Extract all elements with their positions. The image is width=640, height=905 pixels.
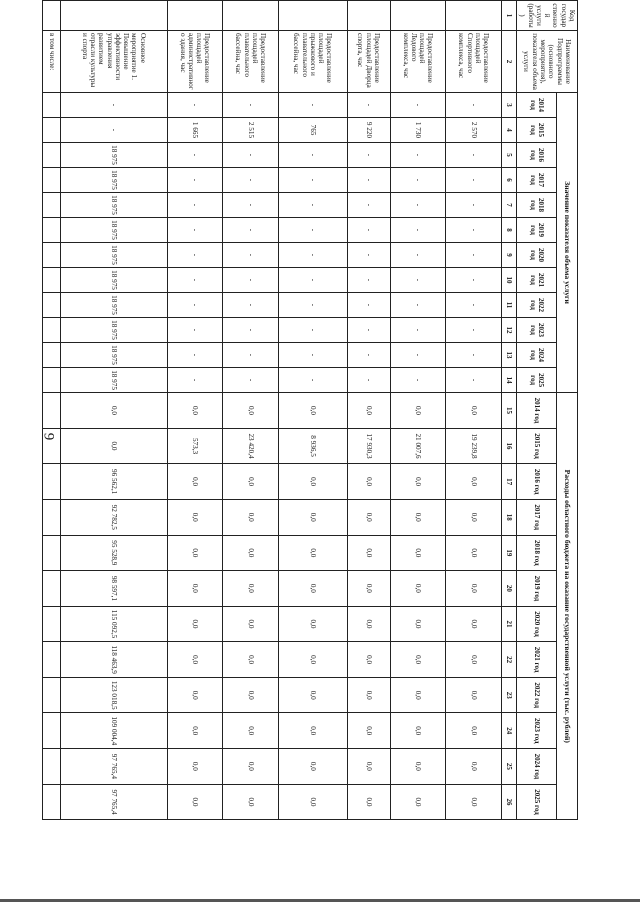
volume-year-header: 2025 год: [517, 368, 557, 393]
expense-value: 0,0: [390, 464, 446, 500]
expense-value: 0,0: [167, 571, 223, 607]
volume-value: -: [167, 93, 223, 118]
expense-value: 0,0: [347, 499, 390, 535]
row-code: [43, 1, 61, 31]
volume-value: 2 515: [223, 118, 279, 143]
expense-value: 0,0: [167, 677, 223, 713]
table-row: [446, 1, 502, 820]
column-number: 22: [502, 642, 517, 678]
volume-value: -: [446, 343, 502, 368]
header-code: Код государственной услуги (работы): [517, 1, 578, 31]
volume-value: -: [167, 343, 223, 368]
expense-value: 115 092,5: [60, 606, 167, 642]
expense-value: 0,0: [446, 606, 502, 642]
column-number: 18: [502, 499, 517, 535]
expense-value: 0,0: [167, 713, 223, 749]
volume-value: -: [390, 93, 446, 118]
expense-value: 0,0: [279, 535, 348, 571]
expense-value: 0,0: [223, 393, 279, 429]
expense-value: 0,0: [446, 535, 502, 571]
volume-value: -: [223, 293, 279, 318]
volume-value: 18 975: [60, 268, 167, 293]
column-number: 2: [502, 31, 517, 93]
expense-value: 96 562,1: [60, 464, 167, 500]
volume-value: -: [390, 168, 446, 193]
expense-value: 0,0: [60, 393, 167, 429]
column-number: 12: [502, 318, 517, 343]
volume-year-header: 2020 год: [517, 243, 557, 268]
volume-value: [43, 368, 61, 393]
expense-value: 0,0: [279, 677, 348, 713]
volume-value: -: [167, 143, 223, 168]
expense-value: 0,0: [279, 713, 348, 749]
volume-value: -: [279, 218, 348, 243]
volume-value: 18 975: [60, 218, 167, 243]
column-number: 21: [502, 606, 517, 642]
expense-value: 8 936,5: [279, 428, 348, 464]
expense-value: 92 782,5: [60, 499, 167, 535]
expense-value: 0,0: [446, 393, 502, 429]
expense-value: 0,0: [167, 606, 223, 642]
volume-year-header: 2022 год: [517, 293, 557, 318]
column-number: 1: [502, 1, 517, 31]
table-row: [279, 1, 348, 820]
volume-value: -: [279, 268, 348, 293]
column-number: 26: [502, 784, 517, 820]
expense-value: [43, 393, 61, 429]
expense-year-header: 2021 год: [517, 642, 557, 678]
column-number: 15: [502, 393, 517, 429]
expense-value: [43, 677, 61, 713]
volume-value: 18 975: [60, 193, 167, 218]
volume-value: -: [279, 318, 348, 343]
volume-value: -: [223, 268, 279, 293]
expense-value: 0,0: [167, 393, 223, 429]
expense-value: 0,0: [390, 713, 446, 749]
volume-value: -: [60, 118, 167, 143]
expense-value: 0,0: [223, 464, 279, 500]
volume-value: [43, 93, 61, 118]
volume-value: 9 220: [347, 118, 390, 143]
volume-value: -: [446, 268, 502, 293]
volume-value: -: [347, 143, 390, 168]
column-number: 17: [502, 464, 517, 500]
expense-value: 0,0: [347, 784, 390, 820]
expense-value: 0,0: [390, 642, 446, 678]
volume-value: 18 975: [60, 143, 167, 168]
expense-value: [43, 499, 61, 535]
column-number: 25: [502, 749, 517, 785]
expense-value: 0,0: [390, 571, 446, 607]
expense-value: 0,0: [390, 784, 446, 820]
expense-value: 0,0: [446, 464, 502, 500]
volume-value: 18 975: [60, 243, 167, 268]
expense-value: 17 930,3: [347, 428, 390, 464]
row-code: [223, 1, 279, 31]
volume-value: -: [446, 368, 502, 393]
expense-value: 0,0: [347, 571, 390, 607]
volume-value: 18 975: [60, 368, 167, 393]
volume-value: -: [167, 268, 223, 293]
volume-value: [43, 293, 61, 318]
expense-value: 0,0: [279, 606, 348, 642]
row-name: Предоставление площадей Дворца спорта, час: [347, 31, 390, 93]
volume-value: -: [279, 293, 348, 318]
expense-value: [43, 713, 61, 749]
expense-value: 0,0: [279, 749, 348, 785]
expense-value: 19 239,8: [446, 428, 502, 464]
volume-value: -: [279, 368, 348, 393]
row-code: [347, 1, 390, 31]
expense-value: 0,0: [167, 464, 223, 500]
expense-value: 109 004,4: [60, 713, 167, 749]
expense-value: 0,0: [167, 499, 223, 535]
volume-value: -: [223, 318, 279, 343]
expense-value: 0,0: [279, 784, 348, 820]
expense-value: 0,0: [390, 677, 446, 713]
header-name: Наименование Подпрограммы (основного мероприятия), показателя объема услуги: [517, 31, 578, 93]
table-row: [347, 1, 390, 820]
row-name: Предоставление площадей прыжкового и плавательного бассейна, час: [279, 31, 348, 93]
volume-value: -: [347, 218, 390, 243]
volume-value: -: [223, 168, 279, 193]
expense-value: [43, 642, 61, 678]
row-name: Основное мероприятие 1. Повышение эффективности управления развитием отрасли культуры и спорта: [60, 31, 167, 93]
volume-value: -: [390, 293, 446, 318]
volume-value: -: [446, 293, 502, 318]
expense-value: 0,0: [223, 784, 279, 820]
expense-value: 0,0: [390, 606, 446, 642]
table-row: [390, 1, 446, 820]
expense-year-header: 2025 год: [517, 784, 557, 820]
volume-value: -: [167, 368, 223, 393]
volume-value: [43, 193, 61, 218]
volume-value: [43, 143, 61, 168]
expense-value: 0,0: [223, 571, 279, 607]
volume-value: -: [347, 343, 390, 368]
expense-year-header: 2019 год: [517, 571, 557, 607]
expense-value: 0,0: [223, 606, 279, 642]
volume-value: 1 665: [167, 118, 223, 143]
expense-year-header: 2024 год: [517, 749, 557, 785]
volume-value: -: [446, 93, 502, 118]
table-body: [43, 1, 502, 820]
expense-value: 0,0: [60, 428, 167, 464]
column-number: 8: [502, 218, 517, 243]
volume-value: -: [167, 168, 223, 193]
column-number: 9: [502, 243, 517, 268]
volume-year-header: 2014 год: [517, 93, 557, 118]
expense-value: [43, 571, 61, 607]
table-row: [167, 1, 223, 820]
row-code: [446, 1, 502, 31]
expense-value: 0,0: [167, 749, 223, 785]
expense-year-header: 2015 год: [517, 428, 557, 464]
volume-value: -: [390, 368, 446, 393]
volume-year-header: 2021 год: [517, 268, 557, 293]
year-header-row: [517, 1, 557, 820]
expense-value: 0,0: [223, 749, 279, 785]
expense-value: 95 528,9: [60, 535, 167, 571]
row-code: [60, 1, 167, 31]
volume-value: -: [390, 243, 446, 268]
volume-value: -: [390, 218, 446, 243]
expense-value: 0,0: [223, 713, 279, 749]
volume-value: -: [223, 368, 279, 393]
column-number: 14: [502, 368, 517, 393]
volume-value: -: [446, 218, 502, 243]
column-number: 24: [502, 713, 517, 749]
expense-value: 0,0: [390, 749, 446, 785]
volume-value: [43, 243, 61, 268]
column-number: 19: [502, 535, 517, 571]
volume-value: -: [279, 193, 348, 218]
column-number: 4: [502, 118, 517, 143]
row-code: [279, 1, 348, 31]
volume-value: -: [279, 343, 348, 368]
expense-value: 98 597,1: [60, 571, 167, 607]
volume-value: -: [347, 268, 390, 293]
expense-value: 0,0: [279, 464, 348, 500]
expense-year-header: 2014 год: [517, 393, 557, 429]
header-volume-group: Значение показателя объема услуги: [557, 93, 578, 393]
expense-year-header: 2020 год: [517, 606, 557, 642]
expense-value: 97 765,4: [60, 749, 167, 785]
volume-value: -: [347, 193, 390, 218]
expense-value: 118 463,9: [60, 642, 167, 678]
volume-value: -: [223, 343, 279, 368]
volume-value: -: [279, 93, 348, 118]
volume-value: -: [223, 218, 279, 243]
volume-value: -: [390, 343, 446, 368]
volume-value: -: [347, 293, 390, 318]
expense-year-header: 2023 год: [517, 713, 557, 749]
volume-value: -: [167, 243, 223, 268]
volume-value: -: [223, 143, 279, 168]
expense-value: 0,0: [446, 642, 502, 678]
expense-value: [43, 606, 61, 642]
volume-value: -: [446, 318, 502, 343]
expense-value: 0,0: [446, 784, 502, 820]
expense-value: 0,0: [446, 713, 502, 749]
expense-value: 0,0: [347, 464, 390, 500]
expense-value: 0,0: [446, 749, 502, 785]
volume-value: -: [167, 193, 223, 218]
expense-value: 0,0: [390, 499, 446, 535]
expense-value: 0,0: [167, 642, 223, 678]
column-number: 13: [502, 343, 517, 368]
expense-value: 0,0: [167, 535, 223, 571]
column-number: 3: [502, 93, 517, 118]
volume-value: -: [347, 168, 390, 193]
expense-value: 0,0: [167, 784, 223, 820]
services-table: [42, 0, 578, 820]
volume-value: -: [167, 218, 223, 243]
expense-year-header: 2017 год: [517, 499, 557, 535]
expense-value: [43, 428, 61, 464]
column-number: 23: [502, 677, 517, 713]
volume-value: 2 570: [446, 118, 502, 143]
expense-value: 0,0: [347, 677, 390, 713]
expense-value: 0,0: [279, 642, 348, 678]
column-number: 6: [502, 168, 517, 193]
volume-value: -: [279, 143, 348, 168]
expense-value: 0,0: [446, 499, 502, 535]
expense-value: 0,0: [390, 393, 446, 429]
expense-value: 0,0: [347, 606, 390, 642]
row-name: Предоставление площадей административного здания, час: [167, 31, 223, 93]
column-number-row: [502, 1, 517, 820]
volume-value: -: [347, 93, 390, 118]
volume-value: -: [223, 193, 279, 218]
expense-value: 0,0: [446, 571, 502, 607]
column-number: 20: [502, 571, 517, 607]
expense-year-header: 2018 год: [517, 535, 557, 571]
volume-value: [43, 118, 61, 143]
column-number: 10: [502, 268, 517, 293]
volume-value: [43, 343, 61, 368]
volume-value: 1 730: [390, 118, 446, 143]
volume-year-header: 2024 год: [517, 343, 557, 368]
volume-year-header: 2019 год: [517, 218, 557, 243]
volume-value: 765: [279, 118, 348, 143]
column-number: 7: [502, 193, 517, 218]
expense-value: 23 420,4: [223, 428, 279, 464]
volume-value: -: [347, 368, 390, 393]
volume-value: [43, 218, 61, 243]
expense-value: 123 018,5: [60, 677, 167, 713]
row-code: [167, 1, 223, 31]
row-name: в том числе:: [43, 31, 61, 93]
volume-year-header: 2018 год: [517, 193, 557, 218]
expense-year-header: 2022 год: [517, 677, 557, 713]
expense-value: 0,0: [390, 535, 446, 571]
expense-value: 0,0: [223, 642, 279, 678]
volume-value: -: [167, 318, 223, 343]
volume-value: -: [223, 93, 279, 118]
volume-value: -: [347, 318, 390, 343]
volume-value: 18 975: [60, 343, 167, 368]
volume-value: -: [167, 293, 223, 318]
rotated-content: [47, 0, 578, 820]
expense-value: [43, 784, 61, 820]
volume-value: 18 975: [60, 318, 167, 343]
volume-year-header: 2016 год: [517, 143, 557, 168]
volume-value: -: [446, 193, 502, 218]
expense-value: 0,0: [347, 713, 390, 749]
volume-year-header: 2015 год: [517, 118, 557, 143]
expense-value: 0,0: [223, 535, 279, 571]
row-name: Предоставление площадей плавательного бассейна, час: [223, 31, 279, 93]
table-row: [43, 1, 61, 820]
scan-edge-line: [0, 899, 640, 902]
volume-value: -: [446, 243, 502, 268]
volume-value: -: [347, 243, 390, 268]
column-number: 5: [502, 143, 517, 168]
volume-value: [43, 318, 61, 343]
volume-value: -: [446, 168, 502, 193]
expense-value: 0,0: [347, 393, 390, 429]
volume-year-header: 2017 год: [517, 168, 557, 193]
column-number: 16: [502, 428, 517, 464]
expense-value: 97 765,4: [60, 784, 167, 820]
expense-value: 0,0: [446, 677, 502, 713]
row-name: Предоставление площадей Ледового комплекса, час: [390, 31, 446, 93]
table-row: [223, 1, 279, 820]
row-name: Предоставление площадей Спортивного комплекса, час: [446, 31, 502, 93]
page-number: 9: [40, 432, 57, 441]
volume-value: -: [390, 318, 446, 343]
volume-value: [43, 268, 61, 293]
volume-value: 18 975: [60, 293, 167, 318]
volume-value: -: [60, 93, 167, 118]
expense-value: [43, 464, 61, 500]
volume-value: -: [446, 143, 502, 168]
expense-value: [43, 749, 61, 785]
volume-value: -: [390, 193, 446, 218]
expense-value: 0,0: [347, 642, 390, 678]
rotated-page: [47, 0, 578, 820]
expense-value: 0,0: [347, 749, 390, 785]
expense-value: 0,0: [223, 677, 279, 713]
volume-value: 18 975: [60, 168, 167, 193]
expense-value: 21 007,6: [390, 428, 446, 464]
expense-value: [43, 535, 61, 571]
expense-value: 0,0: [279, 393, 348, 429]
volume-value: -: [390, 143, 446, 168]
column-number: 11: [502, 293, 517, 318]
header-expense-group: Расходы областного бюджета на оказание государственной услуги (тыс. рублей): [557, 393, 578, 820]
volume-value: -: [390, 268, 446, 293]
expense-value: 0,0: [347, 535, 390, 571]
expense-value: 573,3: [167, 428, 223, 464]
table-row: [60, 1, 167, 820]
row-code: [390, 1, 446, 31]
volume-value: -: [279, 243, 348, 268]
volume-value: -: [279, 168, 348, 193]
expense-value: 0,0: [279, 499, 348, 535]
expense-value: 0,0: [223, 499, 279, 535]
volume-value: -: [223, 243, 279, 268]
volume-value: [43, 168, 61, 193]
expense-year-header: 2016 год: [517, 464, 557, 500]
expense-value: 0,0: [279, 571, 348, 607]
volume-year-header: 2023 год: [517, 318, 557, 343]
